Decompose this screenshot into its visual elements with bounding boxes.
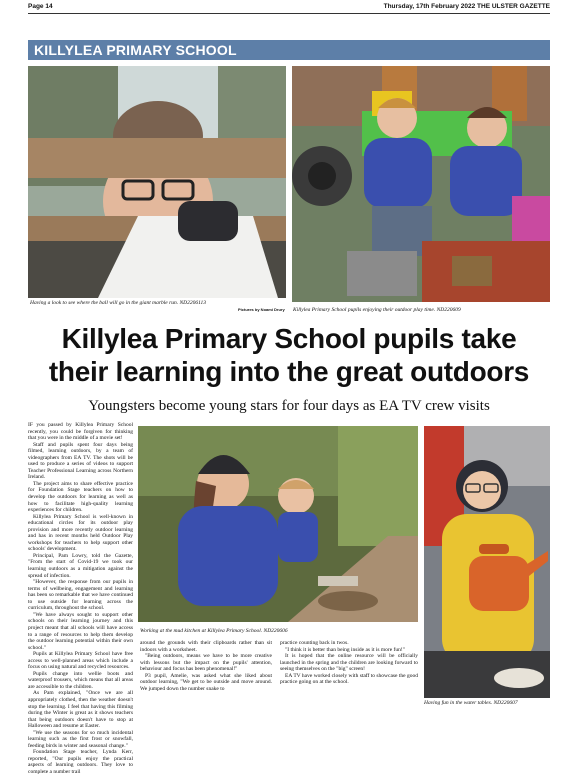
column-2-paragraph: around the grounds with their clipboards rather than sit indoors with a worksheet. [140, 640, 272, 653]
headline [28, 322, 550, 388]
subheadline: Youngsters become young stars for four days as EA TV crew visits [88, 398, 490, 414]
column-1-paragraph: Pupils change into wellie boots and waterproof trousers, which means that all areas are accessible to the children. [28, 670, 133, 690]
column-1-paragraph: "We use the seasons for so much incidental learning such as the first frost or snowfall, feeding birds in winter and seasonal change." [28, 729, 133, 749]
column-1-paragraph: As Pam explained, "Once we are all appropriately clothed, then the weather doesn't stop the learning. I feel that having this filming during the Winter is great as it shows teachers that being outdoors doesn't have to stop at Halloween and resume at Easter. [28, 690, 133, 730]
photo-water-tables [424, 426, 550, 698]
caption-water-tables: Having fun in the water tables. ND220607 [424, 700, 518, 706]
column-1-paragraph: "However, the response from our pupils in terms of wellbeing, engagement and learning has been so remarkable that we have continued to use outside for learning across the curriculum, throughout the school. [28, 579, 133, 612]
section-title-bar: KILLYLEA PRIMARY SCHOOL [28, 40, 550, 60]
folio-rule [28, 13, 550, 14]
dateline: Thursday, 17th February 2022 THE ULSTER GAZETTE [383, 3, 550, 10]
photo-credit: Pictures by Noami Drury [238, 307, 285, 312]
column-3-paragraph: practice counting back in twos. [280, 640, 349, 646]
column-1-paragraph: "We have always sought to support other schools on their learning journey and this project meant that all schools will have access to a range of resources to help them develop the outdoor learning potential within their own school." [28, 611, 133, 651]
page-number: Page 14 [28, 3, 53, 10]
column-1-paragraph: Pupils at Killylea Primary School have free access to well-planned areas which include a focus on using natural and recycled resources. [28, 651, 133, 671]
photo-marble-run [28, 66, 286, 298]
article-column-1 [28, 422, 133, 775]
column-3-paragraph: "I think it is better than being inside as it is more fun!" [285, 646, 405, 653]
photo-mud-kitchen [138, 426, 418, 622]
column-3-paragraph: EA TV have worked closely with staff to showcase the good practice going on at the school. [280, 672, 418, 686]
headline-line-1: Killylea Primary School pupils take [61, 323, 517, 354]
caption-marble-run: Having a look to see where the ball will go in the giant marble run. ND2206113 [30, 300, 206, 306]
column-2-paragraph: "Being outdoors, means we have to be more creative with lessons but the impact on the pupils' attention, behaviour and focus has been phenomenal!" [140, 653, 272, 673]
column-2-paragraph: P3 pupil, Amelie, was asked what she liked about outdoor learning, "We get to be outside and move around. We jumped down the number snake to [140, 672, 272, 692]
column-1-paragraph: IF you passed by Killylea Primary School recently, you could be forgiven for thinking that you were in the middle of a movie set! [28, 422, 133, 442]
column-1-paragraph: Principal, Pam Lowry, told the Gazette, "From the start of Covid-19 we took our learning outdoors as a mitigation against the spread of infection. [28, 552, 133, 579]
column-3-paragraph: It is hoped that the online resource will be officially launched in the spring and the children are looking forward to seeing themselves on the "big" screen! [280, 653, 418, 673]
caption-mud-kitchen: Working at the mud kitchen at Killylea Primary School. ND220606 [140, 628, 288, 634]
column-1-paragraph: Killylea Primary School is well-known in educational circles for its outdoor play provision and more recently outdoor learning and has in recent months held Outdoor Play workshops for teachers to help support other schools' development. [28, 513, 133, 553]
photo-outdoor-play [292, 66, 550, 302]
caption-outdoor-play: Killylea Primary School pupils enjoying their outdoor play time. ND220609 [293, 307, 461, 313]
column-1-paragraph: Foundation Stage teacher, Lynda Kerr, reported, "Our pupils enjoy the practical aspects of learning outdoors. They love to complete a number trail [28, 749, 133, 775]
column-1-paragraph: The project aims to share effective practice for Foundation Stage teachers on how to develop the outdoors for learning as well as how to facilitate high-quality learning experiences for children. [28, 480, 133, 514]
article-column-3 [280, 640, 418, 728]
column-1-paragraph: Staff and pupils spent four days being filmed, learning outdoors, by a team of videographers from EA TV. The shots will be used to produce a series of videos to support Teacher Professional Learning across Northern Ireland. [28, 441, 133, 481]
headline-line-2: their learning into the great outdoors [48, 356, 530, 387]
article-column-2 [140, 640, 272, 728]
